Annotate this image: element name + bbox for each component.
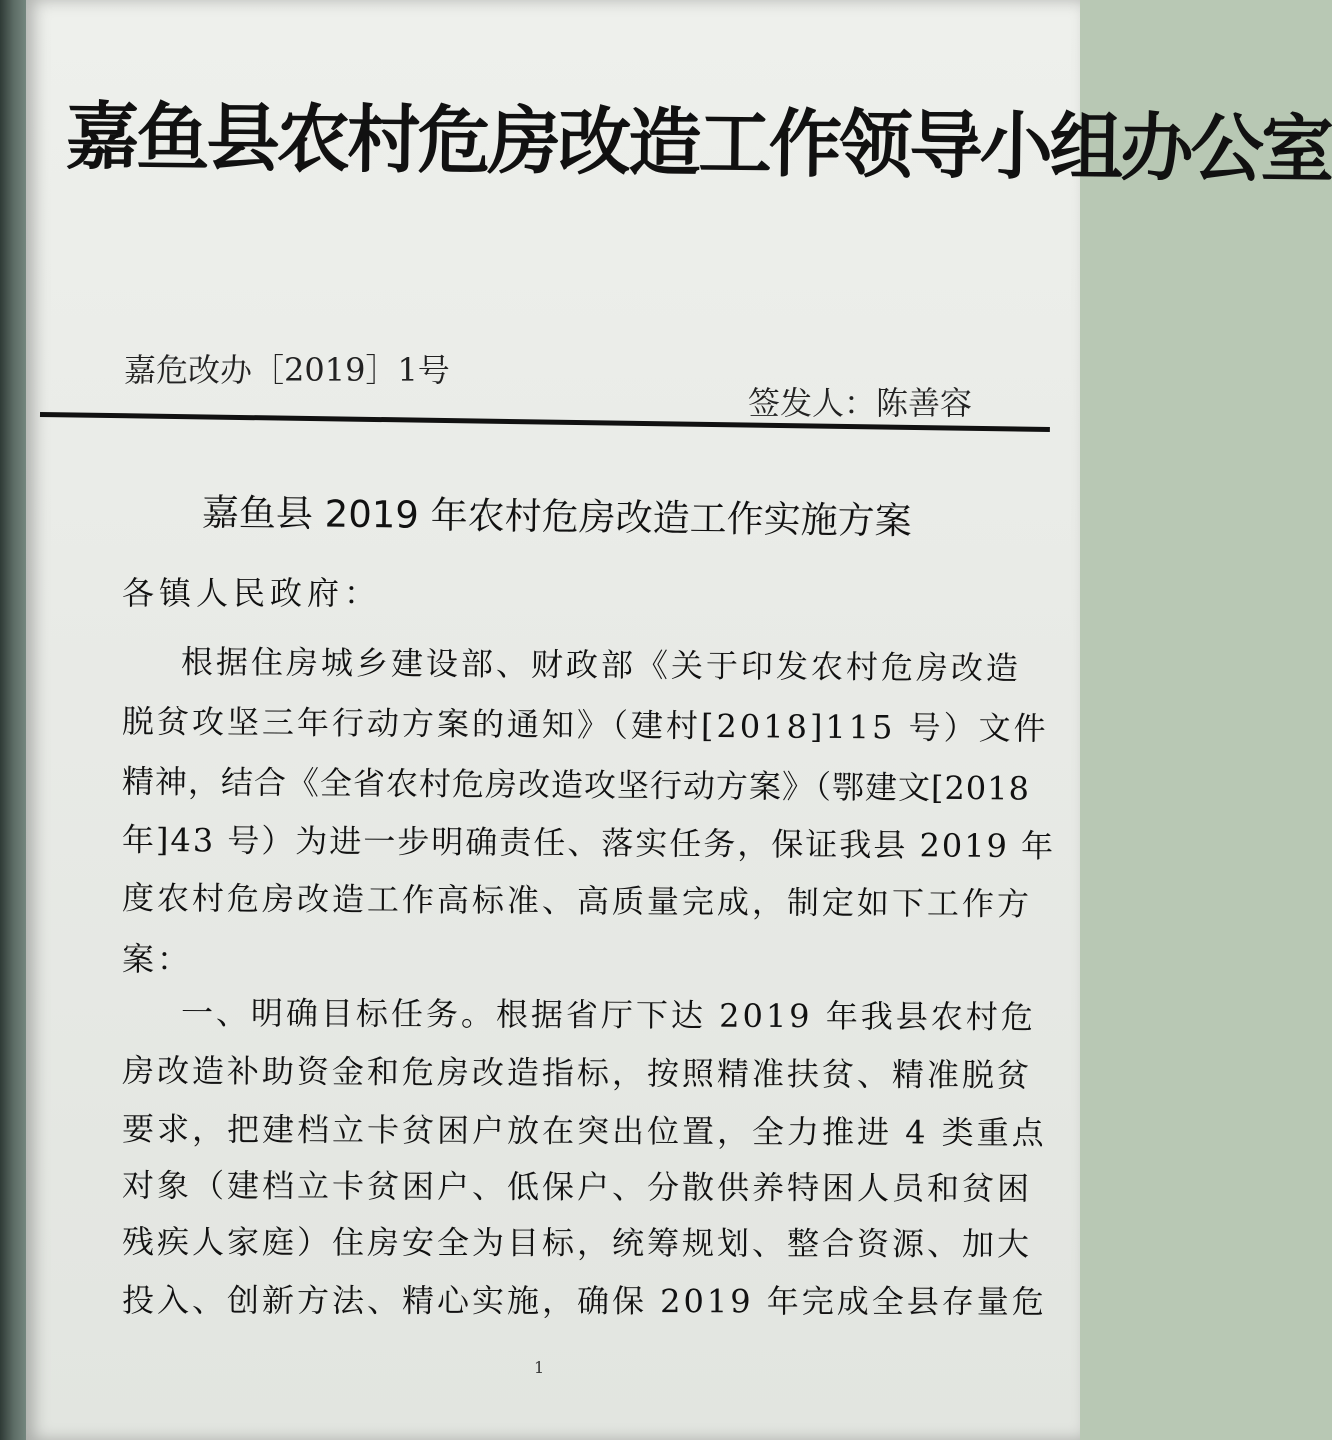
body-line: 残疾人家庭）住房安全为目标，统筹规划、整合资源、加大 — [121, 1222, 1033, 1264]
body-line: 脱贫攻坚三年行动方案的通知》（建村[2018]115 号）文件 — [121, 702, 1049, 748]
doc-number: 嘉危改办［2019］1号 — [124, 351, 450, 389]
body-line: 案： — [122, 940, 193, 978]
body-line: 房改造补助资金和危房改造指标，按照精准扶贫、精准脱贫 — [121, 1051, 1033, 1095]
body-line: 一、明确目标任务。根据省厅下达 2019 年我县农村危 — [180, 993, 1036, 1037]
body-line: 年]43 号）为进一步明确责任、落实任务，保证我县 2019 年 — [121, 820, 1056, 866]
signer: 签发人：陈善容 — [748, 384, 973, 422]
salutation: 各镇人民政府： — [122, 574, 382, 612]
body-line: 投入、创新方法、精心实施，确保 2019 年完成全县存量危 — [121, 1281, 1047, 1321]
header-org-title: 嘉鱼县农村危房改造工作领导小组办公室 — [65, 94, 1332, 194]
document-title: 嘉鱼县 2019 年农村危房改造工作实施方案 — [201, 491, 912, 543]
body-line: 要求，把建档立卡贫困户放在突出位置，全力推进 4 类重点 — [121, 1109, 1047, 1153]
body-line: 对象（建档立卡贫困户、低保户、分散供养特困人员和贫困 — [121, 1166, 1033, 1208]
body-line: 根据住房城乡建设部、财政部《关于印发农村危房改造 — [180, 642, 1022, 688]
body-line: 度农村危房改造工作高标准、高质量完成，制定如下工作方 — [121, 878, 1033, 924]
document-page — [26, 0, 1332, 1440]
body-line: 精神，结合《全省农村危房改造攻坚行动方案》（鄂建文[2018 — [121, 762, 1031, 808]
page-number: 1 — [534, 1358, 545, 1377]
